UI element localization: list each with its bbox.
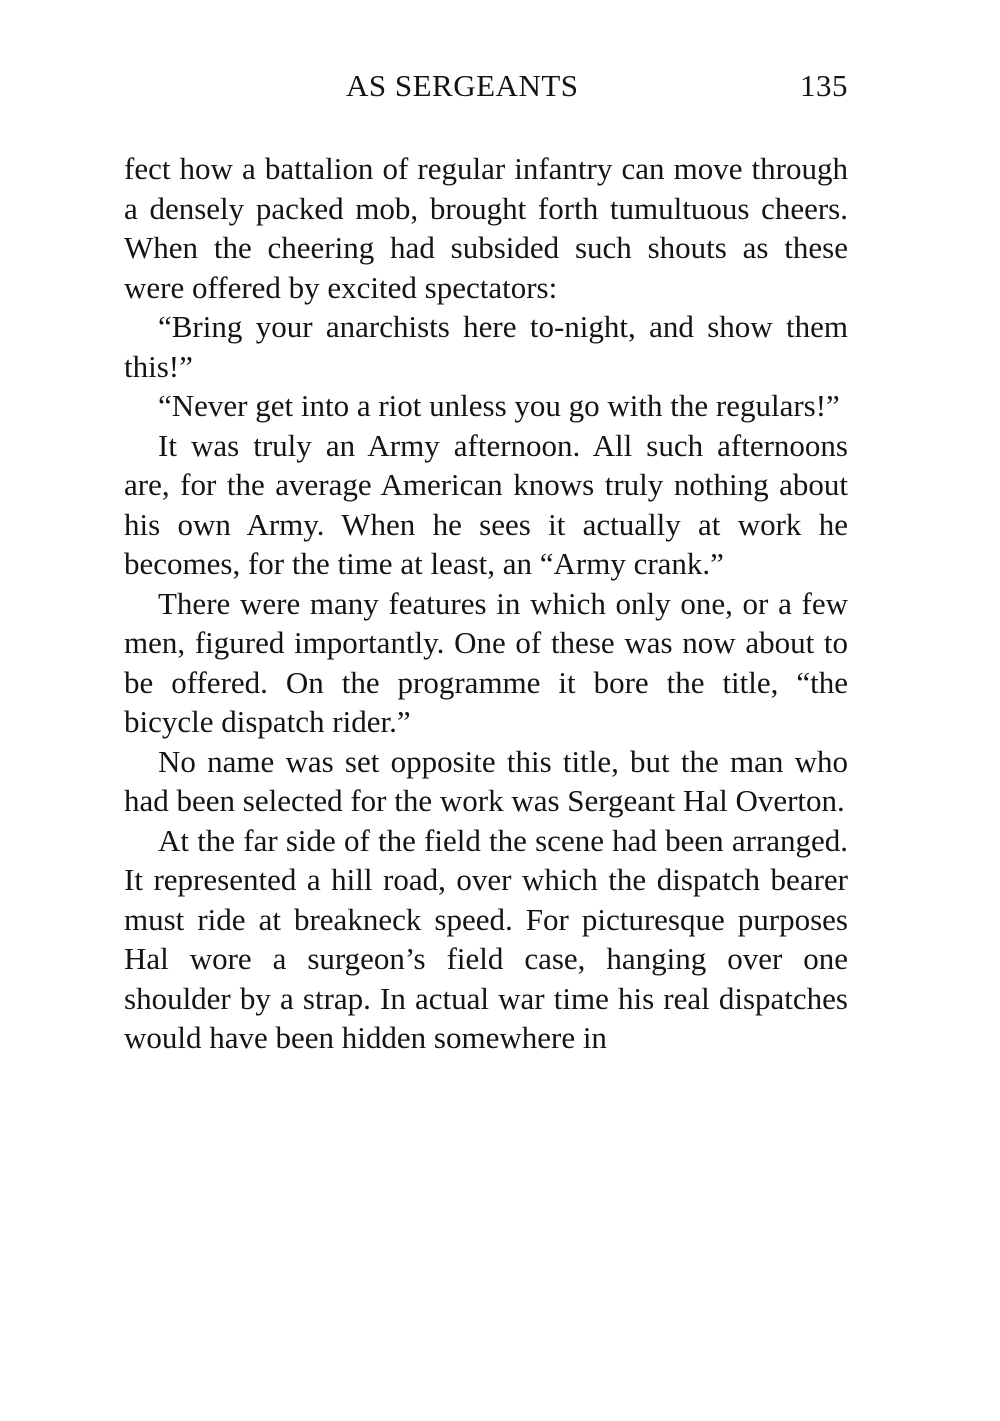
paragraph-continued: fect how a battalion of regular infantry can move through a densely packed mob, brought forth tumultuous cheers. When the cheering had subsided such shouts as these were offered by excited spectators: — [124, 151, 848, 305]
paragraph-army-afternoon: It was truly an Army afternoon. All such afternoons are, for the average American knows truly nothing about his own Army. When he sees it actually at work he becomes, for the time at least, an “Army crank.” — [124, 427, 848, 581]
paragraph-sergeant: No name was set opposite this title, but the man who had been selected for the work was Sergeant Hal Overton. — [124, 743, 848, 818]
paragraph-shout-regulars: “Never get into a riot unless you go with the regulars!” — [158, 388, 840, 423]
paragraph-shout-anarchists: “Bring your anarchists here to-night, and show them this!” — [124, 309, 848, 384]
page-number: 135 — [800, 68, 848, 103]
paragraph-features: There were many features in which only one, or a few men, figured importantly. One of these was now about to be offered. On the programme it bore the title, “the bicycle dispatch rider.” — [124, 585, 848, 739]
running-title: AS SERGEANTS — [346, 68, 579, 103]
paragraph-field-scene: At the far side of the field the scene had been arranged. It represented a hill road, over which the dispatch bearer must ride at breakneck speed. For picturesque purposes Hal wore a surgeon’s field case, hanging over one shoulder by a strap. In actual war time his real dispatches would have been hidden somewhere in — [124, 822, 848, 1055]
body-text — [124, 149, 848, 1058]
running-head — [124, 68, 848, 108]
